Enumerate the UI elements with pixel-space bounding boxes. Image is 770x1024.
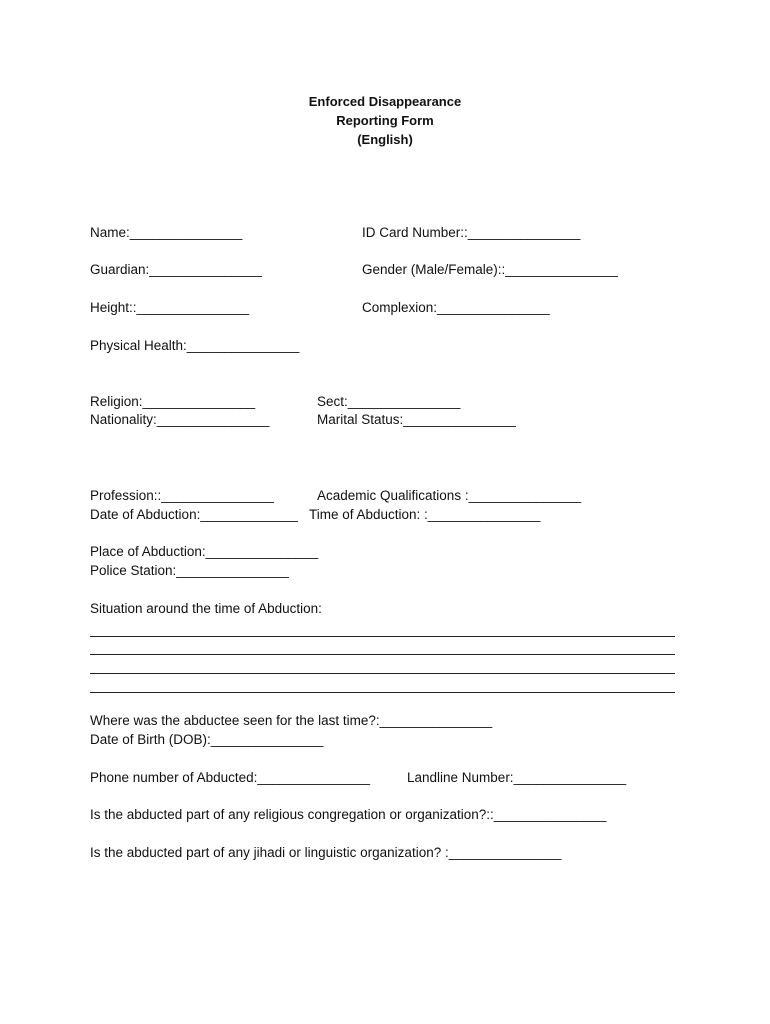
- date-of-abduction-field[interactable]: Date of Abduction:_____________: [90, 507, 298, 522]
- height-field[interactable]: Height::_______________: [90, 300, 250, 315]
- academic-qualifications-field[interactable]: Academic Qualifications :_______________: [317, 488, 582, 503]
- name-field[interactable]: Name:_______________: [90, 225, 243, 240]
- title-line-1: Enforced Disappearance: [308, 94, 462, 109]
- profession-field[interactable]: Profession::_______________: [90, 488, 274, 503]
- landline-field[interactable]: Landline Number:_______________: [407, 770, 627, 785]
- situation-line-2[interactable]: [90, 654, 675, 655]
- sect-field[interactable]: Sect:_______________: [317, 394, 461, 409]
- id-card-field[interactable]: ID Card Number::_______________: [362, 225, 581, 240]
- physical-health-field[interactable]: Physical Health:_______________: [90, 338, 300, 353]
- jihadi-org-field[interactable]: Is the abducted part of any jihadi or linguistic organization? :_______________: [90, 845, 562, 860]
- title-line-2: Reporting Form: [336, 113, 434, 128]
- nationality-field[interactable]: Nationality:_______________: [90, 412, 270, 427]
- situation-line-1[interactable]: [90, 636, 675, 637]
- complexion-field[interactable]: Complexion:_______________: [362, 300, 550, 315]
- religion-field[interactable]: Religion:_______________: [90, 394, 256, 409]
- phone-field[interactable]: Phone number of Abducted:_______________: [90, 770, 370, 785]
- situation-line-3[interactable]: [90, 673, 675, 674]
- gender-field[interactable]: Gender (Male/Female)::_______________: [362, 262, 618, 277]
- marital-status-field[interactable]: Marital Status:_______________: [317, 412, 516, 427]
- situation-label: Situation around the time of Abduction:: [90, 601, 322, 616]
- last-seen-field[interactable]: Where was the abductee seen for the last time?:_______________: [90, 713, 493, 728]
- guardian-field[interactable]: Guardian:_______________: [90, 262, 262, 277]
- time-of-abduction-field[interactable]: Time of Abduction: :_______________: [309, 507, 541, 522]
- religious-org-field[interactable]: Is the abducted part of any religious congregation or organization?::_______________: [90, 807, 607, 822]
- place-of-abduction-field[interactable]: Place of Abduction:_______________: [90, 544, 319, 559]
- situation-line-4[interactable]: [90, 692, 675, 693]
- dob-field[interactable]: Date of Birth (DOB):_______________: [90, 732, 324, 747]
- form-title: [0, 92, 770, 149]
- title-line-3: (English): [357, 132, 413, 147]
- police-station-field[interactable]: Police Station:_______________: [90, 563, 289, 578]
